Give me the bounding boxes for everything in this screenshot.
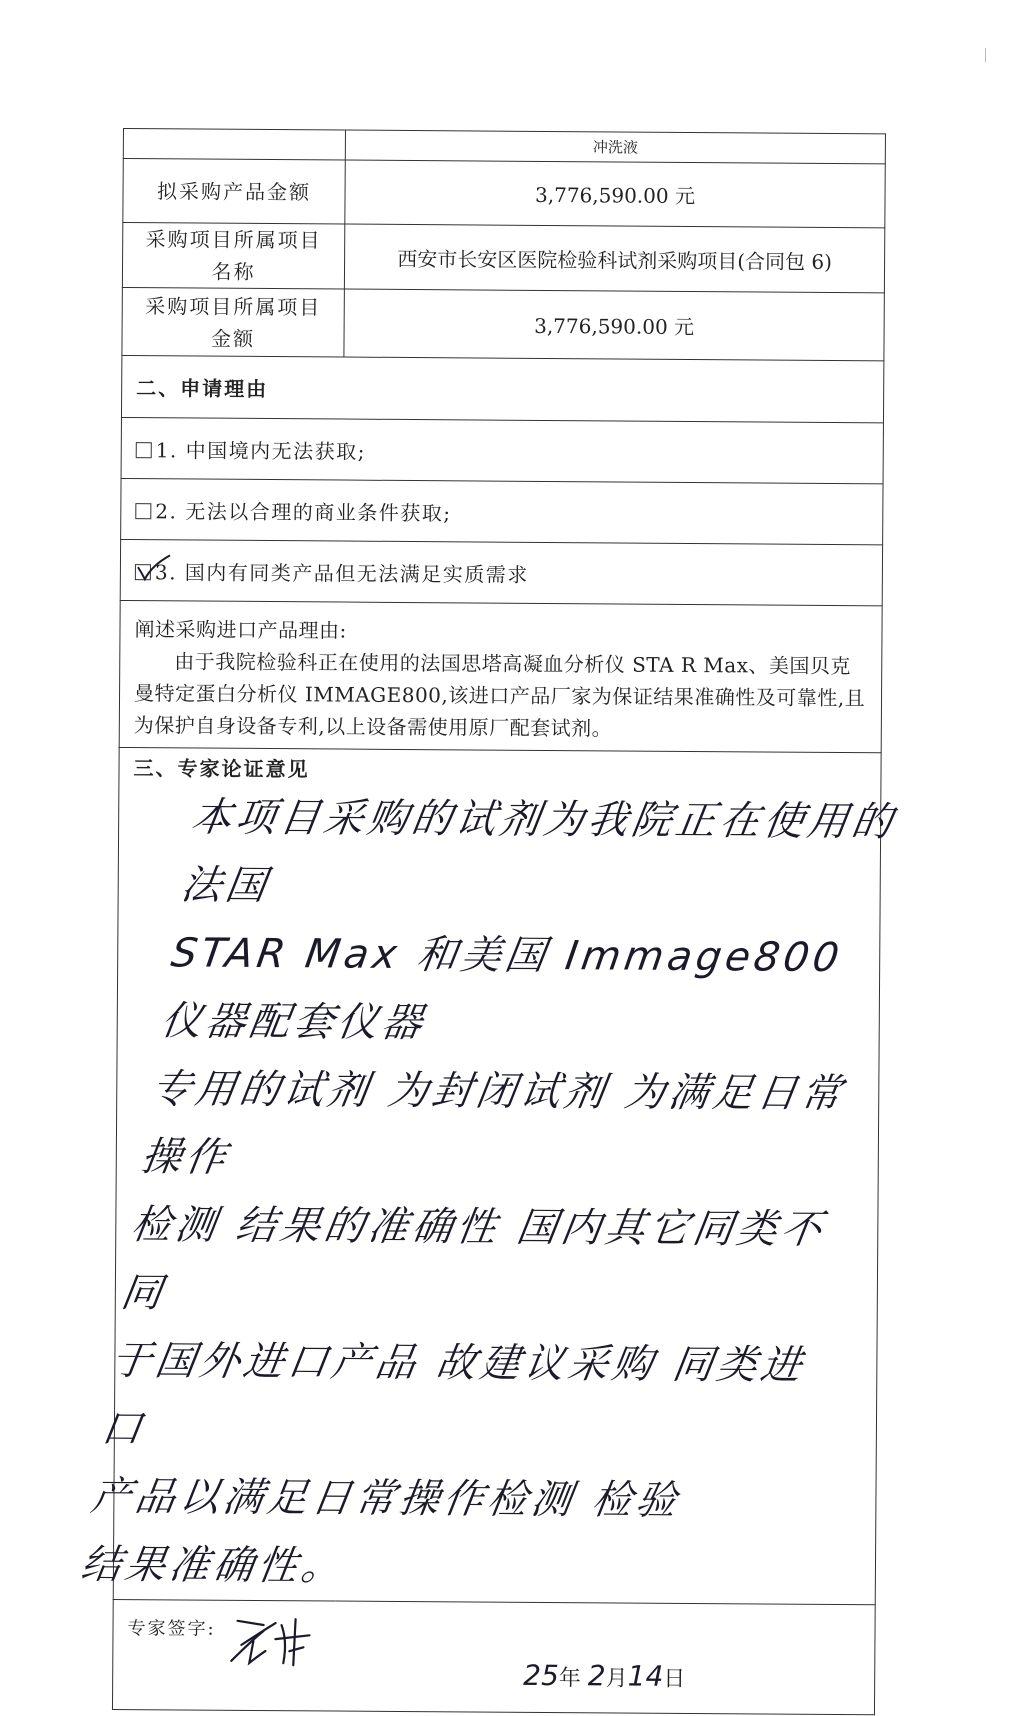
date-month-unit: 月 [605, 1666, 628, 1692]
project-name-label [122, 223, 344, 290]
product-amount-label: 拟采购产品金额 [123, 159, 345, 225]
date-day: 14 [627, 1659, 664, 1693]
label-line: 金额 [210, 326, 256, 351]
handwritten-opinion [76, 784, 923, 1604]
check-icon [136, 553, 172, 583]
table-row [121, 355, 883, 422]
label-line: 采购项目所属项目 [145, 293, 322, 319]
table-row [112, 1599, 875, 1714]
table-row [123, 159, 885, 228]
product-amount-value: 3,776,590.00 元 [345, 160, 885, 228]
handwritten-line: 检测 结果的准确性 国内其它同类不同 [118, 1202, 829, 1317]
date-year-unit: 年 [558, 1666, 581, 1692]
checkbox-checked [135, 564, 151, 580]
project-name-value: 西安市长安区医院检验科试剂采购项目(合同包 6) [344, 224, 884, 293]
checkbox-empty [135, 503, 151, 519]
handwritten-line: 本项目采购的试剂为我院正在使用的法国 [178, 794, 900, 910]
handwritten-line: 产品以满足日常操作检测 检验 [88, 1473, 684, 1524]
option-1 [121, 417, 883, 483]
expert-opinion-cell [78, 747, 900, 1604]
handwritten-line: STAR Max 和美国 Immage800 仪器配套仪器 [158, 930, 846, 1047]
project-amount-label [122, 287, 344, 357]
table-row [122, 223, 884, 293]
date-day-unit: 日 [663, 1666, 686, 1692]
option-label: 2. 无法以合理的商业条件获取; [155, 498, 452, 525]
label-line: 名称 [211, 259, 256, 284]
blank-cell [123, 129, 345, 161]
date-month: 2 [587, 1659, 606, 1693]
option-label: 3. 国内有同类产品但无法满足实质需求 [154, 559, 529, 587]
handwritten-line: 结果准确性。 [78, 1541, 349, 1590]
option-label: 1. 中国境内无法获取; [155, 437, 367, 464]
product-name-value: 冲洗液 [345, 130, 885, 164]
handwritten-line: 专用的试剂 为封闭试剂 为满足日常操作 [138, 1066, 849, 1181]
checkbox-empty [136, 442, 152, 458]
signature-cell [112, 1599, 875, 1714]
project-amount-value: 3,776,590.00 元 [344, 289, 884, 361]
date-year: 25 [523, 1658, 559, 1693]
section3-title: 三、专家论证意见 [133, 756, 310, 782]
label-line: 采购项目所属项目 [145, 227, 322, 253]
table-row [121, 478, 883, 544]
form-sheet [78, 128, 900, 1693]
section2-title: 二、申请理由 [121, 355, 883, 422]
signature-label: 专家签字: [127, 1618, 216, 1640]
table-row [119, 600, 882, 752]
table-row [122, 287, 884, 360]
sign-date [523, 1659, 685, 1693]
reason-body: 由于我院检验科正在使用的法国思塔高凝血分析仪 STA R Max、美国贝克曼特定蛋白分析仪 IMMAGE800,该进口产品厂家为保证结果准确性及可靠性,且为保护自身设备专利,以上设备需使用原厂配套试剂。 [133, 649, 866, 741]
table-row [120, 539, 882, 605]
reason-cell [119, 600, 882, 752]
handwritten-line: 于国外进口产品 故建议采购 同类进口 [98, 1337, 809, 1453]
reason-heading: 阐述采购进口产品理由: [134, 617, 347, 643]
handwritten-signature [223, 1611, 333, 1672]
form-table [78, 128, 900, 1715]
table-row [113, 747, 881, 1604]
option-2 [121, 478, 883, 544]
scan-mark [985, 48, 986, 62]
table-row [121, 417, 883, 483]
option-3 [120, 539, 882, 605]
